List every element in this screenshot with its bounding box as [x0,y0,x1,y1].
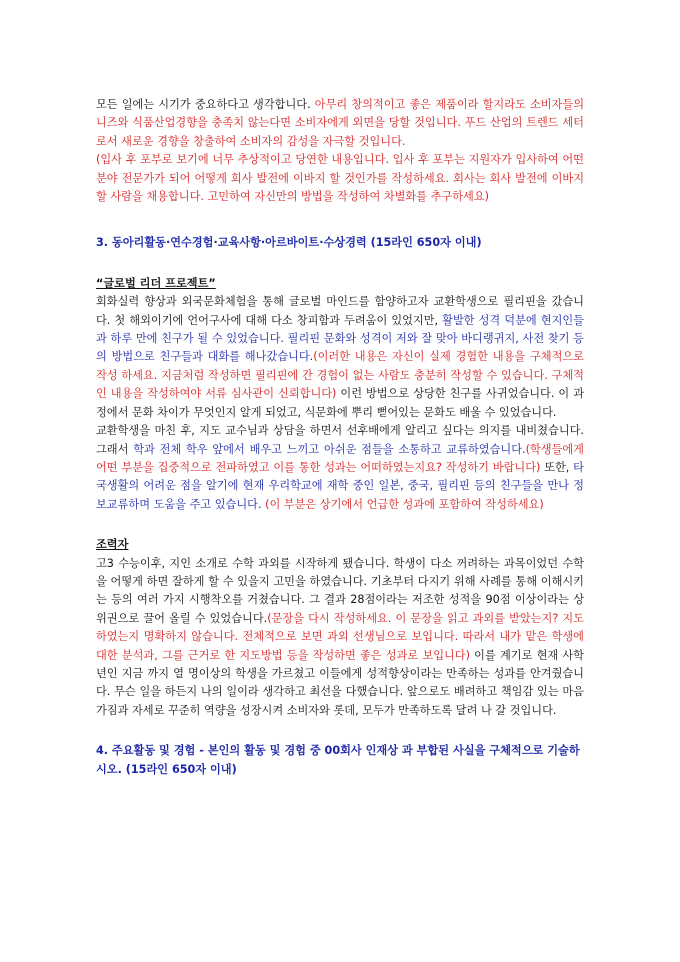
sub1-red-2: (학생들에게 어떤 부분을 집중적으로 전파하였고 이를 통한 성과는 어떠하였는지요? 작성하기 바랍니다) [96,442,584,474]
section3-heading: 3. 동아리활동·연수경험·교육사항·아르바이트·수상경력 (15라인 650자 이내) [96,236,482,250]
sub1-title: “글로벌 리더 프로젝트” [96,276,216,290]
sub1-text-1-end: 이런 방법으로 상당한 친구를 사귀었습니다. 이 과정에서 문화 차이가 무엇인지 알게 되었고, 식문화에 뿌리 뻗어있는 문화도 배울 수 있었습니다. [96,387,584,419]
sub1-blue-1: 활발한 성격 덕분에 현지인들과 하루 만에 친구가 될 수 있었습니다. 필리핀 문화와 성격이 저와 잘 맞아 바디랭귀지, 사전 찾기 등의 방법으로 친구들과 대화를 해나갔습니다. [96,313,584,364]
intro-text: 모든 일에는 시기가 중요하다고 생각합니다. [96,98,311,111]
intro-red-text: 아무리 창의적이고 좋은 제품이라 할지라도 소비자들의 니즈와 식품산업경향을 충족치 않는다면 소비자에게 외면을 당할 것입니다. 푸드 산업의 트렌드 세터로서 새로운 경향을 창출하여 소비자의 감성을 자극할 것입니다. [96,98,584,148]
sub1-red-1: (이러한 내용은 자신이 실제 경험한 내용을 구체적으로 작성 하세요. 지금처럼 작성하면 필리핀에 간 경험이 없는 사람도 충분히 작성할 수 있습니다. 구체적인 내용을 작성하여야 서류 심사관이 신뢰합니다) [96,350,584,401]
intro-paragraph [96,96,584,151]
sub1-paragraph-2 [96,422,584,514]
sub2-title: 조력자 [96,538,129,552]
sub1-blue-2: 학과 전체 학우 앞에서 배우고 느끼고 아쉬운 점들을 소통하고 교류하였습니다. [128,442,526,456]
sub2-red-1: (문장을 다시 작성하세요. 이 문장을 읽고 과외를 받았는지? 지도하였는지 명확하지 않습니다. 전체적으로 보면 과외 선생님으로 보입니다. 따라서 내가 맡은 학생에 대한 분석과, 그를 근거로 한 지도방법 등을 작성하면 좋은 성과로 보입니다) [96,611,584,662]
sub1-text-2-mid: 또한, [540,460,574,474]
sub2-text-1-end: 이를 계기로 현재 사학년인 지금 까지 열 명이상의 학생을 가르쳤고 이들에게 성적향상이라는 만족하는 성과를 안겨줬습니다. 무슨 일을 하든지 나의 일이라 생각하고 최선을 다했습니다. 앞으로도 배려하고 책임감 있는 마음가짐과 자세로 꾸준히 역량을 성장시켜 소비자와 롯데, 모두가 만족하도록 달려 나 갈 것입니다. [96,648,584,717]
sub1-red-3: (이 부분은 상기에서 언급한 성과에 포함하여 작성하세요) [261,497,544,511]
sub1-text-2: 교환학생을 마친 후, 지도 교수님과 상담을 하면서 선후배에게 알리고 싶다는 의지를 내비쳤습니다. 그래서 [96,424,584,456]
sub2-text-1: 고3 수능이후, 지인 소개로 수학 과외를 시작하게 됐습니다. 학생이 다소 꺼려하는 과목이었던 수학을 어떻게 하면 잘하게 할 수 있을지 고민을 하였습니다. 기초부터 다지기 위해 사례를 통해 이해시키는 등의 여러 가지 시행착오를 거쳤습니다. 그 결과 28점이라는 저조한 성적을 90점 이상이라는 상위권으로 끌어 올릴 수 있었습니다. [96,556,584,625]
sub1-paragraph-1 [96,293,584,422]
sub1-text-1: 회화실력 향상과 외국문화체험을 통해 글로벌 마인드를 함양하고자 교환학생으로 필리핀을 갔습니다. 첫 해외이기에 언어구사에 대해 다소 창피함과 두려움이 있었지만, [96,295,584,327]
sub1-blue-3: 타국생활의 어려운 점을 알기에 현재 우리학교에 재학 중인 일본, 중국, 필리핀 등의 친구들을 만나 정보교류하며 도움을 주고 있습니다. [96,460,584,511]
sub2-paragraph [96,555,584,721]
section4-heading: 4. 주요활동 및 경험 - 본인의 활동 및 경험 중 00회사 인재상 과 부합된 사실을 구체적으로 기술하시오. (15라인 650자 이내) [96,744,580,776]
intro-comment: (입사 후 포부로 보기에 너무 추상적이고 당연한 내용입니다. 입사 후 포부는 지원자가 입사하여 어떤 분야 전문가가 되어 어떻게 회사 발전에 이바지 할 것인가를 작성하세요. 회사는 회사 발전에 이바지할 사람을 채용합니다. 고민하여 자신만의 방법을 작성하여 차별화를 추구하세요) [96,153,584,204]
